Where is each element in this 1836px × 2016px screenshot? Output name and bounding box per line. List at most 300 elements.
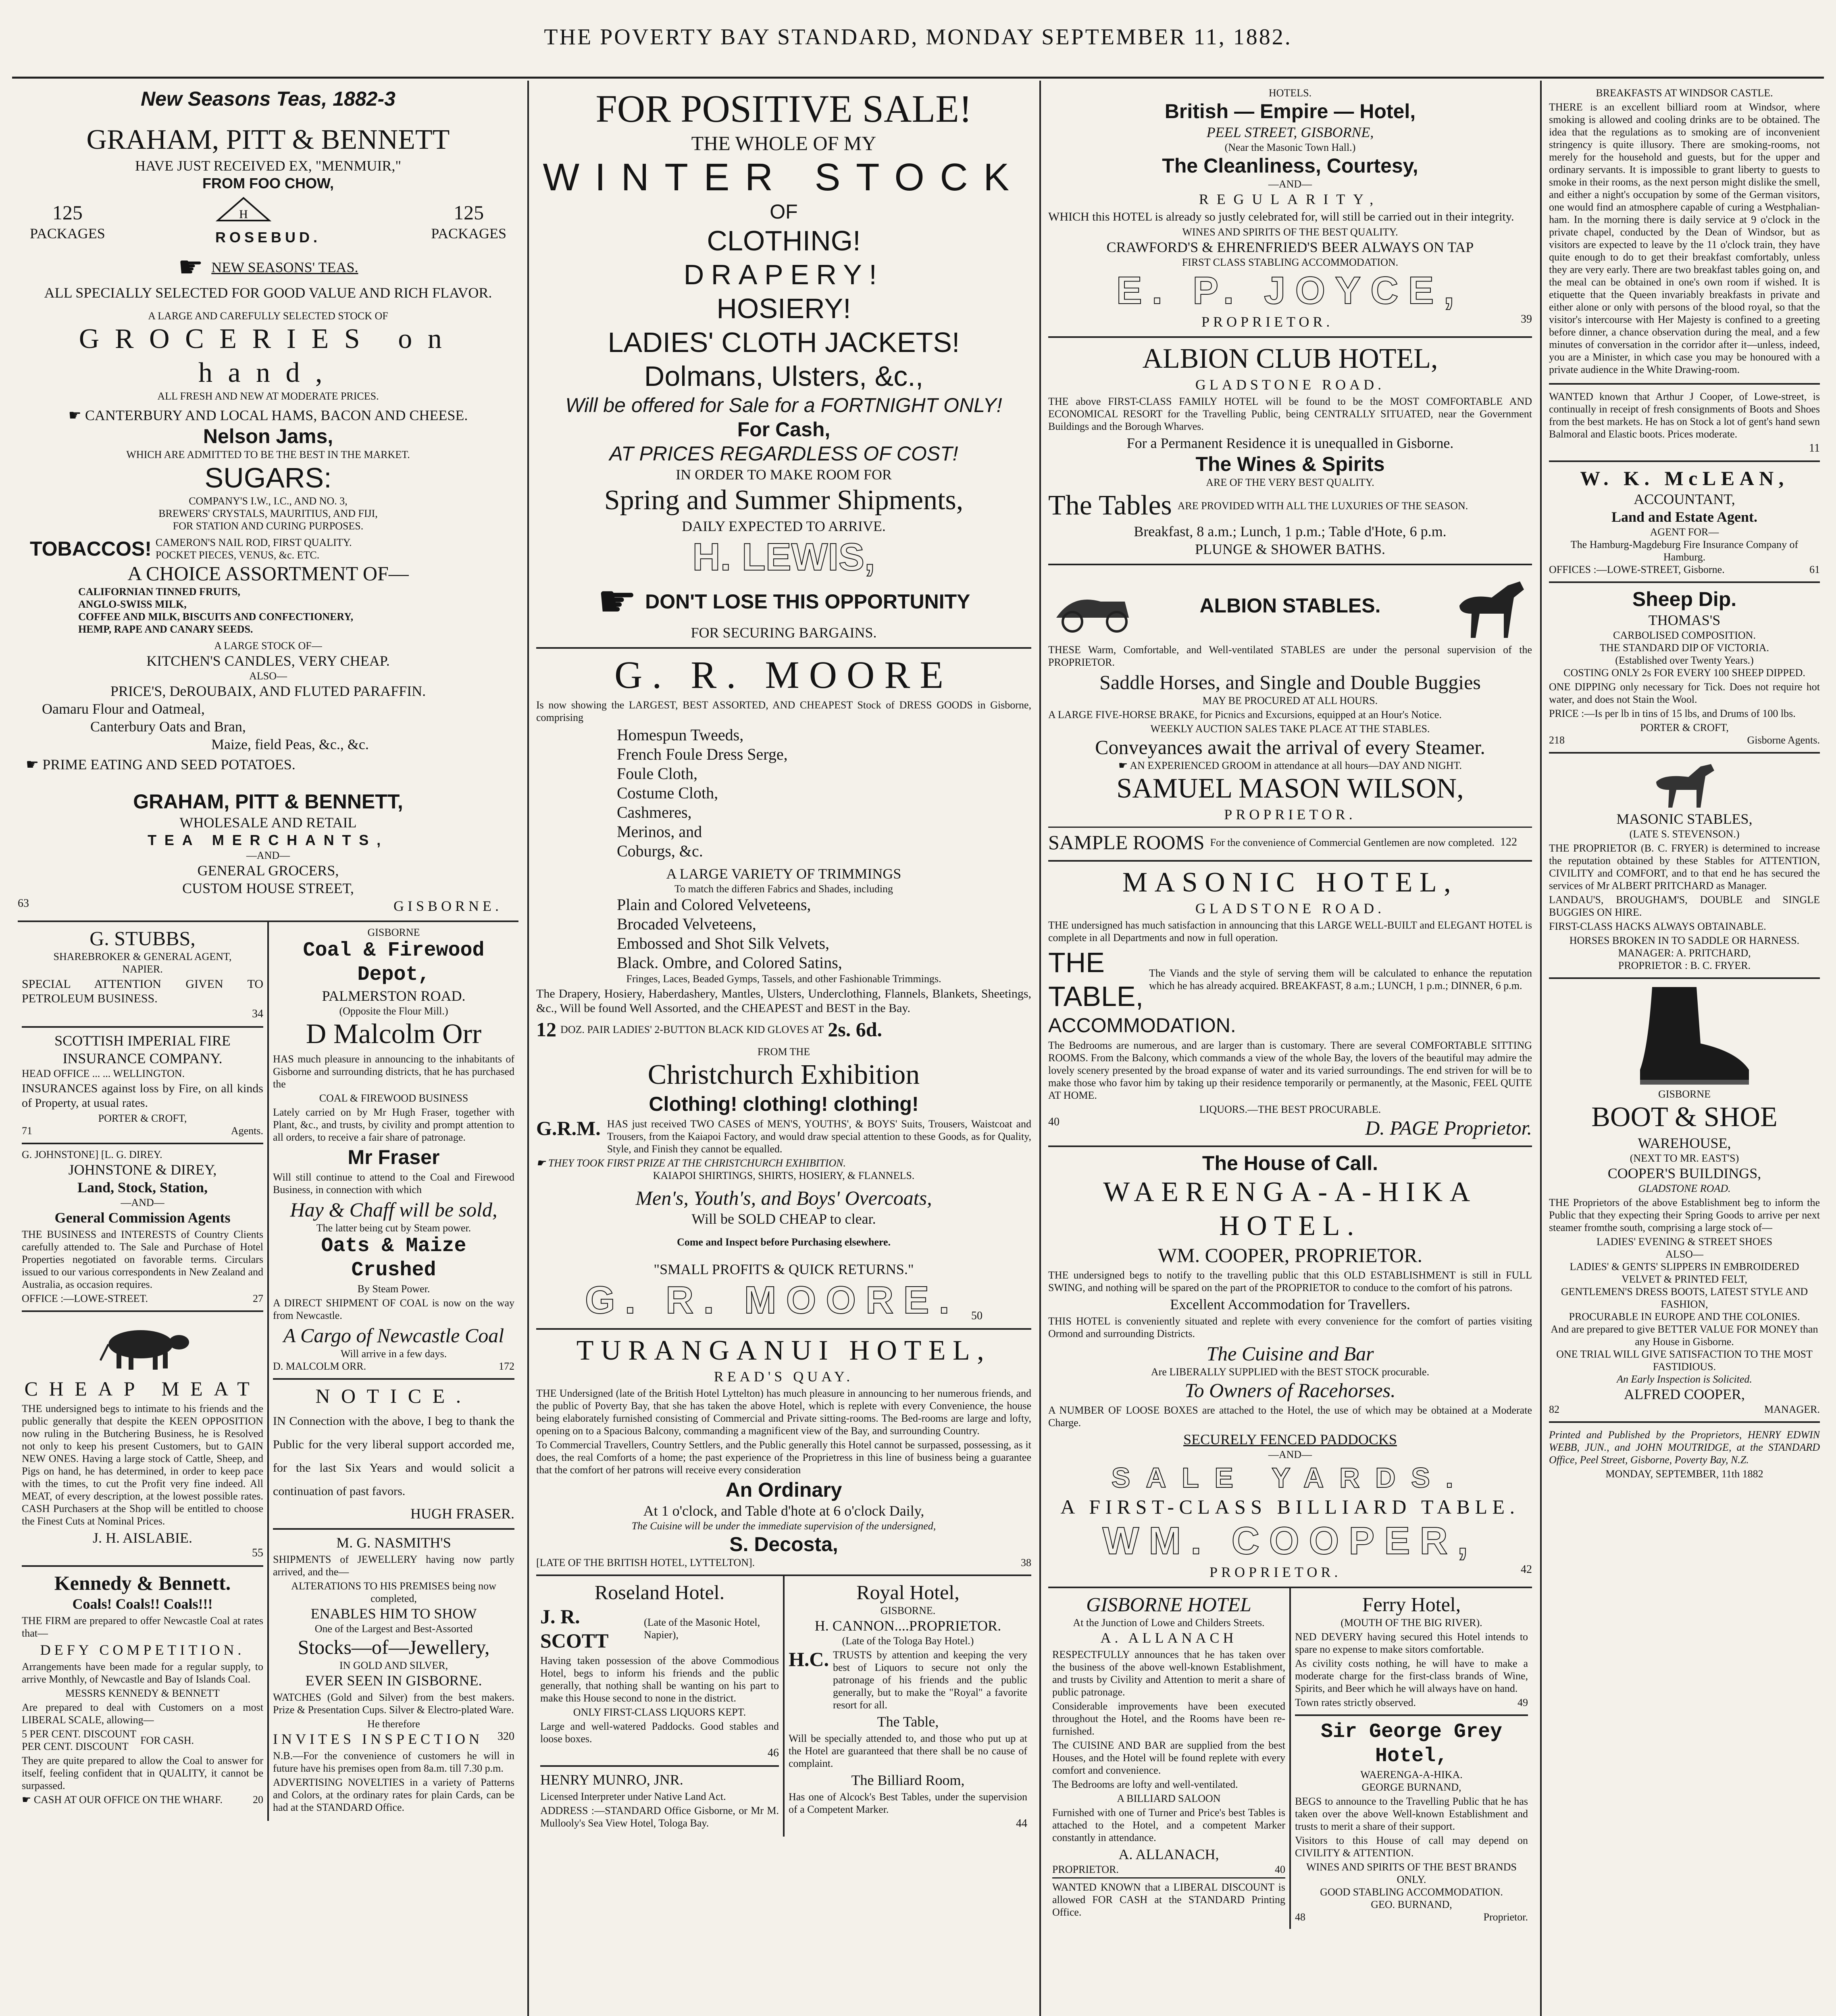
ad-graham-pitt-bennett — [18, 83, 518, 922]
column-left — [12, 83, 524, 2016]
column-center — [531, 83, 1037, 2016]
ferry-hotel-column — [1289, 1588, 1532, 1929]
text: THIS HOTEL is conveniently situated and replete with every convenience for the comfort of parties visiting Ormond and surrounding Districts. — [1048, 1315, 1532, 1339]
text: HORSES BROKEN IN TO SADDLE OR HARNESS. — [1569, 935, 1800, 946]
text: LADIES' & GENTS' SLIPPERS IN EMBROIDERED VELVET & PRINTED FELT, — [1570, 1261, 1799, 1285]
text: 39 — [1521, 313, 1532, 325]
text: FROM FOO CHOW, — [202, 175, 334, 192]
text: D. PAGE Proprietor. — [1365, 1116, 1532, 1139]
text: The Wines & Spirits — [1195, 453, 1385, 475]
text: (Near the Masonic Town Hall.) — [1224, 142, 1356, 153]
text: J. R. SCOTT — [540, 1605, 609, 1652]
text: —AND— — [1268, 1449, 1312, 1460]
text: A LARGE AND CAREFULLY SELECTED STOCK OF — [148, 310, 388, 322]
list-item: Brocaded Velveteens, — [617, 915, 756, 933]
text: SHIPMENTS of JEWELLERY having now partly arrived, and the— — [273, 1554, 514, 1578]
text: CAMERON'S NAIL ROD, FIRST QUALITY. — [155, 537, 352, 548]
text: (NEXT TO MR. EAST'S) — [1630, 1152, 1739, 1164]
text: Visitors to this House of call may depend on CIVILITY & ATTENTION. — [1295, 1835, 1528, 1859]
text: TRUSTS by attention and keeping the very best of Liquors to secure not only the patronage of his friends and the public generally, but to make the "Royal" a favorite resort for all. — [833, 1649, 1027, 1711]
text: BREWERS' CRYSTALS, MAURITIUS, AND FIJI, — [158, 508, 378, 519]
text: ADDRESS :—STANDARD Office Gisborne, or Mr M. Mullooly's Sea View Hotel, Tologa Bay. — [540, 1805, 779, 1829]
text: S. Decosta, — [729, 1533, 838, 1556]
text: [LATE OF THE BRITISH HOTEL, LYTTELTON]. — [536, 1557, 755, 1568]
text: General Commission Agents — [54, 1210, 231, 1226]
text: NOTICE. — [315, 1385, 472, 1407]
text: THOMAS'S — [1648, 612, 1721, 628]
carriage-icon — [1048, 577, 1137, 634]
left-split — [18, 922, 518, 1821]
text: GLADSTONE ROAD. — [1195, 377, 1385, 393]
text: COMPANY'S I.W., I.C., AND NO. 3, — [189, 495, 348, 507]
ad-boot-shoe-warehouse — [1549, 979, 1820, 1423]
text: OFFICES :—LOWE-STREET, Gisborne. — [1549, 564, 1725, 575]
text: Has one of Alcock's Best Tables, under the supervision of a Competent Marker. — [789, 1791, 1027, 1815]
text: A LARGE STOCK OF— — [214, 640, 322, 652]
text: ALFRED COOPER, — [1624, 1386, 1745, 1402]
ad-gisborne-hotel — [1052, 1588, 1285, 1926]
text: —AND— — [1268, 178, 1312, 190]
text: The Cleanliness, Courtesy, — [1162, 154, 1418, 177]
article-title: BREAKFASTS AT WINDSOR CASTLE. — [1596, 87, 1773, 99]
text: 71 — [22, 1125, 32, 1137]
text: PACKAGES — [431, 225, 506, 242]
text: HEMP, RAPE AND CANARY SEEDS. — [78, 623, 253, 635]
text: To match the differen Fabrics and Shades, including — [674, 883, 893, 895]
text: THE undersigned begs to notify to the travelling public that this OLD ESTABLISHMENT is still in FULL SWING, and nothing will be spared on the part of the PROPRIETOR to conduce to the comfort of his patrons. — [1048, 1269, 1532, 1293]
text: 82 — [1549, 1404, 1559, 1415]
text: IN GOLD AND SILVER, — [339, 1660, 448, 1671]
text: CRAWFORD'S & EHRENFRIED'S BEER ALWAYS ON TAP — [1106, 239, 1474, 255]
text: PROPRIETOR. — [1209, 1564, 1342, 1580]
text: THE WHOLE OF MY — [691, 132, 876, 154]
text: Saddle Horses, and Single and Double Buggies — [1099, 671, 1481, 694]
ad-sir-george-grey-hotel — [1295, 1716, 1528, 1929]
text: Kennedy & Bennett. — [54, 1572, 231, 1594]
imprint-date: MONDAY, SEPTEMBER, 11th 1882 — [1605, 1468, 1763, 1480]
text: REGULARITY, — [1199, 191, 1382, 207]
text: Oats & Maize Crushed — [321, 1235, 466, 1282]
text: The Cuisine and Bar — [1206, 1342, 1374, 1365]
text: 20 — [253, 1794, 263, 1806]
text: Oamaru Flour and Oatmeal, — [42, 701, 205, 717]
list-item: Costume Cloth, — [617, 784, 718, 802]
text: 27 — [253, 1293, 263, 1304]
text: HAS just received TWO CASES of MEN'S, YOUTHS', & BOYS' Suits, Trousers, Waistcoat and Trousers, from the Kaiapoi Factory, and would draw special attention to these Goods, as for Quality, Style, and Finish they cannot be equalled. — [607, 1118, 1031, 1155]
text: The Tables — [1048, 490, 1172, 521]
masthead-rule — [12, 77, 1824, 79]
ad-g-r-moore — [536, 649, 1031, 1330]
text: Excellent Accommodation for Travellers. — [1170, 1296, 1410, 1312]
text: 49 — [1518, 1697, 1528, 1708]
text: For a Permanent Residence it is unequalled in Gisborne. — [1126, 435, 1454, 451]
text: GLADSTONE ROAD. — [1638, 1183, 1731, 1194]
text: GISBORNE HOTEL — [1086, 1593, 1251, 1616]
text: IN ORDER TO MAKE ROOM FOR — [676, 467, 892, 483]
text: 44 — [1016, 1817, 1027, 1830]
text: FOR STATION AND CURING PURPOSES. — [173, 520, 364, 532]
text: COFFEE AND MILK, BISCUITS AND CONFECTIONERY, — [78, 611, 354, 623]
ad-stubbs — [22, 922, 263, 1028]
text: COOPER'S BUILDINGS, — [1607, 1165, 1761, 1181]
text: SPECIAL ATTENTION GIVEN TO PETROLEUM BUSINESS. — [22, 977, 263, 1005]
text: KITCHEN'S CANDLES, VERY CHEAP. — [146, 653, 390, 669]
ad-johnstone-direy — [22, 1144, 263, 1312]
ad-albion-stables — [1048, 565, 1532, 862]
text: TURANGANUI HOTEL, — [576, 1335, 991, 1366]
text: HAS much pleasure in announcing to the inhabitants of Gisborne and surrounding districts, that he has purchased the — [273, 1053, 514, 1090]
text: A. ALLANACH — [1100, 1630, 1237, 1646]
list-item: Black. Ombre, and Colored Satins, — [617, 954, 842, 972]
ad-royal-hotel — [789, 1576, 1027, 1836]
text: (Late of the Masonic Hotel, Napier), — [644, 1616, 760, 1641]
text: MASONIC HOTEL, — [1122, 867, 1458, 898]
text: Roseland Hotel. — [594, 1581, 725, 1604]
text: WAERENGA-A-HIKA HOTEL. — [1103, 1177, 1477, 1241]
text: SCOTTISH IMPERIAL FIRE INSURANCE COMPANY. — [54, 1033, 231, 1066]
text: GISBORNE — [1658, 1088, 1711, 1100]
text: AN EXPERIENCED GROOM in attendance at all hours—DAY AND NIGHT. — [1130, 760, 1462, 771]
text: The Table, — [877, 1714, 939, 1730]
text: Will be offered for Sale for a FORTNIGHT ONLY! — [565, 394, 1002, 417]
text: As civility costs nothing, he will have to make a moderate charge for the first-class brands of Wine, Spirits, and Beer which he will always have on hand. — [1295, 1658, 1528, 1694]
text: PRICE'S, DeROUBAIX, AND FLUTED PARAFFIN. — [110, 683, 426, 699]
text: A CHOICE ASSORTMENT OF— — [127, 562, 409, 585]
text: Are prepared to deal with Customers on a most LIBERAL SCALE, allowing— — [22, 1702, 263, 1726]
text: PRICE :—Is per lb in tins of 15 lbs, and Drums of 100 lbs. — [1549, 708, 1796, 719]
text: G. R. MOORE — [614, 653, 953, 696]
text: D Malcolm Orr — [306, 1018, 482, 1050]
text: Coal & Firewood Depot, — [303, 939, 485, 986]
text: 48 — [1295, 1911, 1305, 1923]
list-item: Merinos, and — [617, 823, 702, 841]
ad-nasmith — [273, 1530, 514, 1821]
text: GISBORNE. — [880, 1605, 936, 1616]
text: WHICH ARE ADMITTED TO BE THE BEST IN THE MARKET. — [126, 449, 410, 460]
text: By Steam Power. — [357, 1283, 430, 1295]
text: G.R.M. — [536, 1117, 601, 1139]
column-hotels — [1043, 83, 1538, 2016]
text: N.B.—For the convenience of customers he will in future have his premises open from 8a.m. till 7.30 p.m. — [273, 1750, 514, 1774]
text: The Bedrooms are numerous, and are larger than is customary. There are several COMFORTABLE SITTING ROOMS. From the Balcony, which commands a view of the whole Bay, the lovers of the beautiful may admire the lovely scenery presented by the broad expanse of water and its varied surroundings. The end striven for will be to make those who favor him by taking up their residence temporarily or permanently, at the Masonic, FEEL QUITE AT HOME. — [1048, 1039, 1532, 1101]
text: (Opposite the Flour Mill.) — [339, 1005, 448, 1017]
brand-mark: H — [239, 208, 248, 221]
text: The Billiard Room, — [851, 1772, 965, 1788]
text: Are LIBERALLY SUPPLIED with the BEST STOCK procurable. — [1151, 1366, 1430, 1378]
text: 40 — [1048, 1116, 1060, 1128]
text: WAERENGA-A-HIKA. — [1360, 1769, 1463, 1781]
text: THE undersigned begs to intimate to his friends and the public generally that despite the KEEN OPPOSITION now ruling in the Butchering Business, he is Resolved not only to keep his present Customers, but to GAIN NEW ONES. Having a large stock of Cattle, Sheep, and Pigs on hand, he has determined, in order to keep pace with the times, to cut the Profit very fine indeed. All MEAT, of every description, at the lowest possible rates. CASH Purchasers at the Shop will be entitled to choose the Finest Cuts at Nominal Prices. — [22, 1403, 263, 1527]
text: 61 — [1809, 564, 1820, 575]
text: For the convenience of Commercial Gentlemen are now completed. — [1210, 836, 1495, 848]
article-body: THERE is an excellent billiard room at Windsor, where smoking is allowed and cooling drinks are to be obtained. The idea that the regulations as to smoking are of inconvenient stringency is quite illusory. There are smoking-rooms, not merely for the household and guests, but for the upper and ordinary servants. It is impossible to grant liberty to guests to smoke in their rooms, as the next person might dislike the smell, and either a night's occupation by some of the German visitors, one would find an atmosphere capable of curing a Westphalian-ham. In the morning there is daily service at 9 o'clock in the private chapel, conducted by the Dean of Windsor, but as visitors are expected to leave by the 11 o'clock train, they have quite enough to do to get their breakfast comfortably, unless they are very early. There are two breakfast tables going on, and the meal can be obtained in one's own room if wished. It is etiquette that the Queen invariably breakfasts in private and either alone or only with persons of the blood royal, so that the visitor's intercourse with Her Majesty is confined to a greeting before dinner, a chance observation during the meal, and a few minutes of conversation in the corridor after it—unless, indeed, you are a Minister, in which case you may be honoured with a private audience in the White Drawing-room. — [1549, 101, 1820, 375]
ad-masonic-hotel — [1048, 862, 1532, 1147]
text: FROM THE — [757, 1046, 810, 1058]
text: INSURANCES against loss by Fire, on all kinds of Property, at usual rates. — [22, 1082, 263, 1110]
text: THESE Warm, Comfortable, and Well-ventilated STABLES are under the personal supervision of the PROPRIETOR. — [1048, 644, 1532, 668]
text: Gisborne Agents. — [1747, 734, 1820, 746]
text: H. CANNON....PROPRIETOR. — [814, 1618, 1001, 1634]
text: MAY BE PROCURED AT ALL HOURS. — [1202, 695, 1378, 706]
text: WAREHOUSE, — [1638, 1135, 1731, 1151]
text: M. G. NASMITH'S — [336, 1535, 451, 1551]
text: PROPRIETOR. — [1201, 314, 1334, 330]
text: IN Connection with the above, I beg to thank the Public for the very liberal support accorded me, for the last Six Years and would solicit a continuation of past favors. — [273, 1414, 514, 1498]
text: WM. COOPER, PROPRIETOR. — [1157, 1244, 1423, 1266]
text: He therefore — [367, 1718, 420, 1730]
text: Maize, field Peas, &c., &c. — [211, 736, 369, 752]
text: Hay & Chaff will be sold, — [290, 1198, 498, 1221]
text: DRAPERY! — [683, 259, 884, 290]
text: NED DEVERY having secured this Hotel intends to spare no expense to make sitors comfortable. — [1295, 1631, 1528, 1655]
text: LANDAU'S, BROUGHAM'S, DOUBLE and SINGLE BUGGIES ON HIRE. — [1549, 894, 1820, 918]
text: LIQUORS.—THE BEST PROCURABLE. — [1199, 1104, 1381, 1115]
text: Mr Fraser — [348, 1146, 440, 1168]
text: —AND— — [121, 1197, 164, 1208]
ad-henry-munro — [540, 1767, 779, 1837]
text: ADVERTISING NOVELTIES in a variety of Patterns and Colors, at the ordinary rates for plain Cards, can be had at the STANDARD Office. — [273, 1776, 514, 1813]
text: A DIRECT SHIPMENT OF COAL is now on the way from Newcastle. — [273, 1297, 514, 1321]
text: THE BUSINESS and INTERESTS of Country Clients carefully attended to. The Sale and Purchase of Hotel Properties negotiated on favorable terms. Circulars issued to our various correspondents in New Zealand and Australia, as occasion requires. — [22, 1229, 263, 1290]
text: 2s. 6d. — [828, 1018, 883, 1041]
text: PRIME EATING AND SEED POTATOES. — [42, 756, 296, 773]
text: THE STANDARD DIP OF VICTORIA. — [1600, 642, 1769, 654]
ad-masonic-stables — [1549, 754, 1820, 979]
pointing-hand-icon: ☛ — [536, 1157, 548, 1169]
horse-icon — [1443, 569, 1532, 642]
text: "SMALL PROFITS & QUICK RETURNS." — [654, 1261, 914, 1277]
gisborne-hotel-column — [1048, 1588, 1289, 1929]
ad-w-k-mclean — [1549, 462, 1820, 583]
text: PER CENT. DISCOUNT — [22, 1741, 129, 1752]
text: An Early Inspection is Solicited. — [1617, 1373, 1752, 1385]
text: 34 — [252, 1008, 263, 1020]
ad-turanganui-hotel — [536, 1330, 1031, 1576]
text: ROSEBUD. — [215, 229, 321, 246]
text: Nelson Jams, — [203, 425, 333, 448]
text: A Cargo of Newcastle Coal — [283, 1324, 504, 1347]
pointing-hand-icon: ☛ — [178, 252, 204, 283]
text: Land and Estate Agent. — [1611, 509, 1758, 525]
text: 46 — [768, 1747, 779, 1759]
text: MESSRS KENNEDY & BENNETT — [65, 1687, 220, 1699]
roseland-column — [536, 1576, 783, 1837]
brand-diamond-icon — [215, 196, 272, 229]
text: Arrangements have been made for a regular supply, to arrive Monthly, of Newcastle and Bay of Islands Coal. — [22, 1661, 263, 1685]
text: Christchurch Exhibition — [647, 1059, 920, 1090]
text: Ferry Hotel, — [1362, 1593, 1461, 1616]
list-item: Embossed and Shot Silk Velvets, — [617, 934, 830, 952]
text: To Owners of Racehorses. — [1184, 1379, 1396, 1402]
text: Royal Hotel, — [856, 1581, 960, 1604]
text: The latter being cut by Steam power. — [316, 1222, 471, 1234]
packages-row — [30, 196, 506, 246]
text: COAL & FIREWOOD BUSINESS — [319, 1092, 468, 1104]
text: SALE YARDS. — [1111, 1462, 1469, 1493]
text: LADIES' EVENING & STREET SHOES — [1596, 1236, 1773, 1248]
text: For Cash, — [737, 418, 831, 441]
text: A FIRST-CLASS BILLIARD TABLE. — [1060, 1495, 1520, 1518]
text: Considerable improvements have been executed throughout the Hotel, and the Rooms have been re-furnished. — [1052, 1700, 1285, 1737]
text: —AND— — [246, 850, 290, 861]
text: BOOT & SHOE — [1591, 1102, 1778, 1133]
text: GISBORNE — [367, 927, 420, 938]
text: CLOTHING! — [707, 225, 861, 256]
text: GENERAL GROCERS, — [197, 862, 339, 879]
firm-name: GRAHAM, PITT & BENNETT — [86, 124, 450, 155]
text: (MOUTH OF THE BIG RIVER). — [1341, 1617, 1482, 1629]
text: POCKET PIECES, VENUS, &c. ETC. — [155, 549, 320, 561]
text: The Cuisine will be under the immediate supervision of the undersigned, — [631, 1520, 936, 1532]
text: ALL SPECIALLY SELECTED FOR GOOD VALUE AND RICH FLAVOR. — [44, 285, 492, 301]
text: EVER SEEN IN GISBORNE. — [305, 1672, 482, 1689]
text: DOZ. PAIR LADIES' 2-BUTTON BLACK KID GLOVES AT — [560, 1023, 824, 1035]
ad-british-empire-hotel — [1048, 83, 1532, 338]
pointing-hand-icon: ☛ — [68, 407, 85, 423]
text: HAVE JUST RECEIVED EX, "MENMUIR," — [135, 158, 402, 174]
text: DAILY EXPECTED TO ARRIVE. — [682, 518, 886, 534]
text: GEO. BURNAND, — [1371, 1899, 1452, 1910]
text: J. H. AISLABIE. — [92, 1530, 192, 1546]
text: The Viands and the style of serving them will be calculated to enhance the reputation which he has already acquired. BREAKFAST, 8 a.m.; LUNCH, 1 p.m.; DINNER, 6 p.m. — [1149, 967, 1532, 991]
text: Will be SOLD CHEAP to clear. — [691, 1211, 876, 1227]
text: COSTING ONLY 2s FOR EVERY 100 SHEEP DIPPED. — [1563, 667, 1805, 679]
column-rule — [527, 81, 529, 2016]
list-item: Foule Cloth, — [617, 764, 698, 783]
text: Conveyances await the arrival of every Steamer. — [1095, 736, 1485, 758]
text: Spring and Summer Shipments, — [604, 485, 964, 516]
text: Dolmans, Ulsters, &c., — [644, 360, 924, 392]
text: Lately carried on by Mr Hugh Fraser, together with Plant, &c., and trusts, by civility and prompt attention to all orders, to receive a fair share of patronage. — [273, 1106, 514, 1143]
text: The House of Call. — [1202, 1152, 1378, 1175]
imprint-text: Printed and Published by the Proprietors, HENRY EDWIN WEBB, JUN., and JOHN MOUTRIDGE, at the STANDARD Office, Peel Street, Gisborne, Poverty Bay, N.Z. — [1549, 1429, 1820, 1466]
text: 5 PER CENT. DISCOUNT — [22, 1728, 137, 1740]
text: ACCOUNTANT, — [1634, 491, 1735, 507]
text: Sir George Grey Hotel, — [1320, 1720, 1503, 1768]
text: A LARGE VARIETY OF TRIMMINGS — [666, 866, 901, 882]
text: Having taken possession of the above Commodious Hotel, begs to inform his friends and the public generally, that nothing shall be wanting on his part to make this House second to none in the district. — [540, 1655, 779, 1704]
text: TOBACCOS! — [30, 537, 152, 560]
ad-scottish-imperial — [22, 1028, 263, 1144]
dress-goods-list — [536, 725, 1031, 861]
text: WM. COOPER, — [1102, 1519, 1478, 1562]
text: Come and Inspect before Purchasing elsewhere. — [677, 1236, 891, 1248]
list-item: Coburgs, &c. — [617, 842, 703, 860]
text: Coals! Coals!! Coals!!! — [72, 1596, 213, 1612]
text: Proprietor. — [1483, 1911, 1528, 1923]
text: THE TABLE, — [1048, 947, 1144, 1012]
text: GOOD STABLING ACCOMMODATION. — [1320, 1886, 1503, 1898]
pointing-hand-icon: ☛ — [597, 577, 637, 626]
ad-arthur-cooper-wanted — [1549, 385, 1820, 462]
ad-ferry-hotel — [1295, 1588, 1528, 1716]
list-item: Homespun Tweeds, — [617, 726, 744, 744]
text: THE PROPRIETOR (B. C. FRYER) is determined to increase the reputation obtained by these Stables for ATTENTION, CIVILITY and COMFORT, and to that end he has secured the services of Mr ALBERT PRITCHARD as Manager. — [1549, 842, 1820, 891]
text: GENTLEMEN'S DRESS BOOTS, LATEST STYLE AND FASHION, — [1561, 1286, 1808, 1310]
text: W. K. McLEAN, — [1580, 467, 1789, 489]
text: TEA MERCHANTS, — [148, 832, 389, 848]
text: ARE PROVIDED WITH ALL THE LUXURIES OF THE SEASON. — [1177, 500, 1468, 512]
text: JOHNSTONE & DIREY, — [68, 1162, 217, 1178]
text: 38 — [1021, 1557, 1031, 1568]
ad-cheap-meat — [22, 1312, 263, 1567]
text: H.C. — [789, 1648, 829, 1670]
text: ALSO— — [1665, 1248, 1703, 1260]
text: MANAGER. — [1764, 1404, 1820, 1415]
text: 42 — [1521, 1563, 1532, 1576]
text: Sheep Dip. — [1632, 588, 1737, 610]
ad-coal-firewood — [273, 922, 514, 1380]
text: CALIFORNIAN TINNED FRUITS, — [78, 586, 240, 598]
text: PORTER & CROFT, — [98, 1112, 187, 1124]
pointing-hand-icon: ☛ — [22, 1794, 34, 1806]
text: One of the Largest and Best-Assorted — [314, 1623, 473, 1635]
text: (Established over Twenty Years.) — [1615, 654, 1754, 666]
text: HENRY MUNRO, JNR. — [540, 1772, 683, 1788]
text: THE above FIRST-CLASS FAMILY HOTEL will be found to be the MOST COMFORTABLE AND ECONOMICAL RESORT for the Travelling Public, being CENTRALLY SITUATED, near the Government Buildings and the Borough Wharves. — [1048, 396, 1532, 432]
text: ALSO— — [249, 670, 287, 682]
text: AGENT FOR— — [1650, 526, 1719, 538]
masthead: THE POVERTY BAY STANDARD, MONDAY SEPTEMBER 11, 1882. — [544, 25, 1292, 50]
bull-icon — [92, 1320, 193, 1372]
text: At 1 o'clock, and Table d'hote at 6 o'clock Daily, — [643, 1503, 924, 1519]
text: SECURELY FENCED PADDOCKS — [1183, 1431, 1397, 1447]
text: Stocks—of—Jewellery, — [298, 1636, 490, 1658]
text: D. MALCOLM ORR. — [273, 1360, 366, 1372]
column-rule — [1039, 81, 1041, 2016]
text: PALMERSTON ROAD. — [322, 988, 466, 1004]
text: ALBION STABLES. — [1199, 594, 1381, 617]
text: Fringes, Laces, Beaded Gymps, Tassels, and other Fashionable Trimmings. — [626, 973, 941, 985]
rosebud-brand — [215, 196, 321, 246]
text: GROCERIES on hand, — [79, 323, 458, 388]
text: SHAREBROKER & GENERAL AGENT, — [53, 951, 232, 962]
text: To Commercial Travellers, Country Settlers, and the Public generally this Hotel cannot be surpassed, possessing, as it does, the real Comforts of a home; the past experience of the Proprietress in this line of business being a guarantee that the comfort of her patrons will receive every consideration — [536, 1439, 1031, 1476]
text: The Hamburg-Magdeburg Fire Insurance Company of Hamburg. — [1570, 539, 1799, 563]
ad-notice — [273, 1380, 514, 1530]
ad-kennedy-bennett — [22, 1567, 263, 1812]
text: Is now showing the LARGEST, BEST ASSORTED, AND CHEAPEST Stock of DRESS GOODS in Gisborne, comprising — [536, 699, 1031, 723]
text: Agents. — [231, 1125, 263, 1137]
text: READ'S QUAY. — [714, 1368, 854, 1385]
text: INVITES INSPECTION — [273, 1731, 483, 1747]
text: PROCURABLE IN EUROPE AND THE COLONIES. — [1569, 1311, 1800, 1322]
text: GLADSTONE ROAD. — [1195, 900, 1385, 916]
text: PLUNGE & SHOWER BATHS. — [1195, 541, 1386, 557]
text: 63 — [18, 897, 29, 910]
section-title: HOTELS. — [1268, 87, 1312, 99]
column-rule — [1540, 81, 1542, 2016]
text: CASH AT OUR OFFICE ON THE WHARF. — [33, 1794, 223, 1806]
text: DON'T LOSE THIS OPPORTUNITY — [645, 590, 970, 613]
article-breakfasts-windsor — [1549, 83, 1820, 385]
text: AT PRICES REGARDLESS OF COST! — [609, 442, 958, 465]
text: A BILLIARD SALOON — [1117, 1793, 1221, 1804]
text: CHEAP MEAT — [24, 1377, 261, 1400]
text: GISBORNE. — [393, 898, 502, 914]
ad-albion-club-hotel — [1048, 338, 1532, 565]
text: A LARGE FIVE-HORSE BRAKE, for Picnics and Excursions, equipped at an Hour's Notice. — [1048, 709, 1442, 721]
text: WANTED KNOWN that a LIBERAL DISCOUNT is allowed FOR CASH at the STANDARD Printing Office. — [1052, 1877, 1285, 1918]
text: G. STUBBS, — [90, 927, 196, 950]
text: Licensed Interpreter under Native Land Act. — [540, 1791, 726, 1802]
text: E. P. JOYCE, — [1116, 269, 1464, 312]
hotels-split — [1048, 1588, 1532, 1929]
text: H. LEWIS, — [692, 535, 875, 579]
text: ANGLO-SWISS MILK, — [78, 598, 187, 610]
ad-roseland-hotel — [540, 1576, 779, 1767]
text: 12 — [536, 1018, 556, 1041]
